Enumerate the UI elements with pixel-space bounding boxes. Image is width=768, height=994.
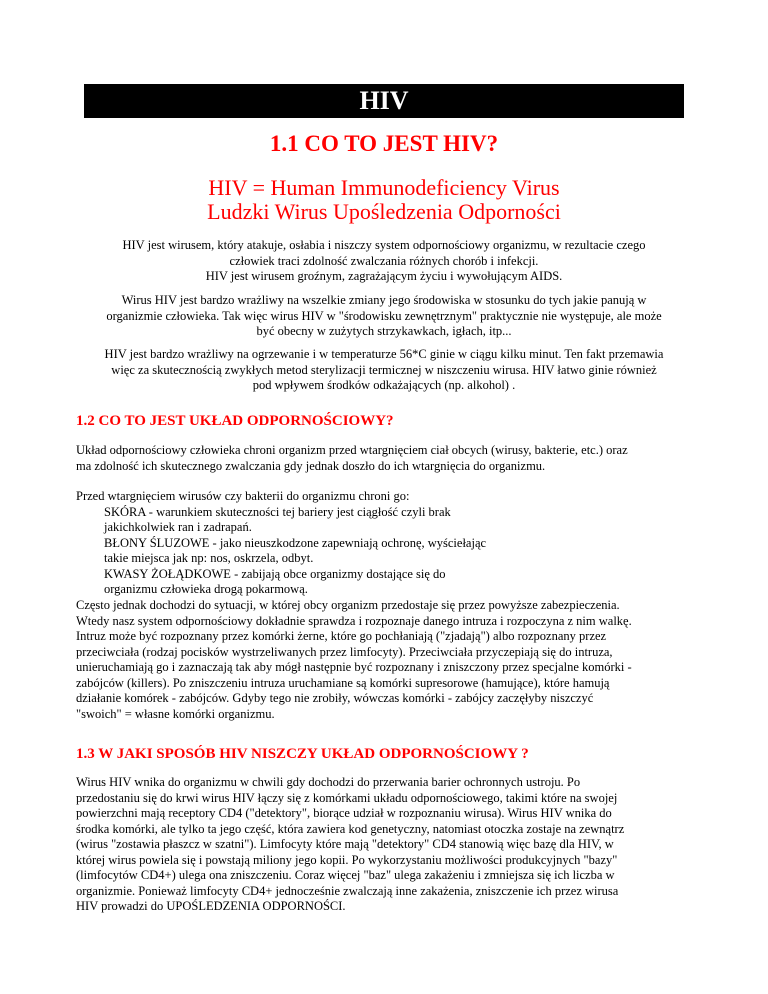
- section2-paragraph-1: [76, 443, 696, 474]
- section3-p1-line: powierzchni mają receptory CD4 ("detektory", biorące udział w rozpoznaniu wirusa). Wirus HIV wnika do: [76, 806, 612, 820]
- section2-paragraph-3: [76, 598, 696, 722]
- section2-p3-line: Często jednak dochodzi do sytuacji, w której obcy organizm przedostaje się przez powyższe zabezpieczenia.: [76, 598, 620, 612]
- paragraph-2: [80, 293, 688, 340]
- section2-p3-line: przeciwciała (rodzaj pocisków wystrzeliwanych przez limfocyty). Przeciwciała przyczepiają się do intruza,: [76, 644, 613, 659]
- section3-p1-line: której wirus powiela się i powstają miliony jego kopii. Po wykorzystaniu możliwości produkcyjnych "bazy": [76, 852, 618, 867]
- section2-p1-line-2: ma zdolność ich skutecznego zwalczania gdy jednak doszło do ich wtargnięcia do organizmu.: [76, 458, 546, 473]
- para3-line-2: więc za skutecznością zwykłych metod sterylizacji termicznej w niszczeniu wirusa. HIV łatwo ginie również: [111, 362, 657, 377]
- section2-p3-line: "swoich" = własne komórki organizmu.: [76, 706, 275, 721]
- section3-p1-line: przedostaniu się do krwi wirus HIV łączy się z komórkami układu odpornościowego, takimi które na swojej: [76, 790, 618, 805]
- list-item: BŁONY ŚLUZOWE - jako nieuszkodzone zapewniają ochronę, wyściełając: [104, 535, 487, 550]
- paragraph-3: [80, 347, 688, 394]
- section3-p1-line: środka komórki, ale tylko ta jego część, która zawiera kod genetyczny, natomiast otoczka zostaje na zewnątrz: [76, 821, 625, 836]
- section3-p1-line: (limfocytów CD4+) ulega ona zniszczeniu. Coraz więcej "baz" ulega zakażeniu i zmniejsza się ich liczba w: [76, 868, 615, 882]
- para3-line-3: pod wpływem środków odkażających (np. alkohol) .: [252, 378, 516, 392]
- para2-line-2: organizmie człowieka. Tak więc wirus HIV w "środowisku zewnętrznym" praktycznie nie występuje, ale może: [106, 308, 662, 323]
- heading-how-hiv-destroys: 1.3 W JAKI SPOSÓB HIV NISZCZY UKŁAD ODPORNOŚCIOWY ?: [76, 746, 529, 762]
- para2-line-3: być obecny w zużytych strzykawkach, igłach, itp...: [256, 324, 512, 338]
- heading-immune-system: 1.2 CO TO JEST UKŁAD ODPORNOŚCIOWY?: [76, 413, 394, 429]
- heading-what-is-hiv: 1.1 CO TO JEST HIV?: [269, 131, 499, 156]
- section3-p1-line: organizmie. Ponieważ limfocyty CD4+ jednocześnie zwalczają inne zakażenia, zniszczenie ich przez wirusa: [76, 883, 619, 898]
- list-item: takie miejsca jak np: nos, oskrzela, odbyt.: [104, 551, 314, 565]
- intro-paragraph: [80, 238, 688, 285]
- para2-line-1: Wirus HIV jest bardzo wrażliwy na wszelkie zmiany jego środowiska w stosunku do tych jakie panują w: [121, 293, 647, 307]
- section2-p2-intro: Przed wtargnięciem wirusów czy bakterii do organizmu chroni go:: [76, 489, 410, 503]
- intro-line-3: HIV jest wirusem groźnym, zagrażającym życiu i wywołującym AIDS.: [205, 269, 563, 283]
- section2-p3-line: zabójców (killers). Po zniszczeniu intruza uruchamiane są komórki supresorowe (hamujące), które hamują: [76, 675, 610, 690]
- section3-p1-line: Wirus HIV wnika do organizmu w chwili gdy dochodzi do przerwania barier ochronnych ustroju. Po: [76, 775, 581, 789]
- section2-paragraph-2: [76, 489, 696, 598]
- section2-p3-line: Intruz może być rozpoznany przez komórki żerne, które go pochłaniają ("zjadają") albo rozpoznany przez: [76, 629, 607, 643]
- section2-p1-line-1: Układ odpornościowy człowieka chroni organizm przed wtargnięciem ciał obcych (wirusy, bakterie, etc.) oraz: [76, 443, 628, 457]
- list-item: jakichkolwiek ran i zadrapań.: [104, 520, 252, 534]
- subtitle: [76, 176, 692, 224]
- intro-line-1: HIV jest wirusem, który atakuje, osłabia i niszczy system odpornościowy organizmu, w rezultacie czego: [122, 238, 646, 252]
- section3-p1-line: HIV prowadzi do UPOŚLEDZENIA ODPORNOŚCI.: [76, 899, 346, 913]
- section2-p3-line: działanie komórek - zabójców. Gdyby tego nie zrobiły, wówczas komórki - zabójcy zaczęłyby niszczyć: [76, 691, 594, 705]
- para3-line-1: HIV jest bardzo wrażliwy na ogrzewanie i w temperaturze 56*C ginie w ciągu kilku minut. Ten fakt przemawia: [104, 347, 664, 361]
- protection-list: [76, 504, 487, 598]
- section3-paragraph-1: [76, 775, 696, 915]
- intro-line-2: człowiek traci zdolność zwalczania różnych chorób i infekcji.: [229, 253, 539, 268]
- list-item: KWASY ŻOŁĄDKOWE - zabijają obce organizmy dostające się do: [104, 566, 446, 581]
- list-item: SKÓRA - warunkiem skuteczności tej bariery jest ciągłość czyli brak: [104, 504, 451, 519]
- section2-p3-line: Wtedy nasz system odpornościowy dokładnie sprawdza i rozpoznaje danego intruza i rozpoczyna z nim walkę.: [76, 613, 632, 628]
- banner-title: HIV: [359, 86, 409, 115]
- section3-p1-line: (wirus "zostawia płaszcz w szatni"). Limfocyty które mają "detektory" CD4 stanowią więc bazę dla HIV, w: [76, 837, 614, 851]
- subtitle-line-1: HIV = Human Immunodeficiency Virus: [208, 175, 560, 200]
- list-item: organizmu człowieka drogą pokarmową.: [104, 582, 308, 596]
- title-banner: [84, 84, 684, 118]
- subtitle-line-2: Ludzki Wirus Upośledzenia Odporności: [207, 199, 561, 224]
- section2-p3-line: unieruchamiają go i zaznaczają tak aby mógł następnie być rozpoznany i zniszczony przez specjalne komórki -: [76, 660, 632, 674]
